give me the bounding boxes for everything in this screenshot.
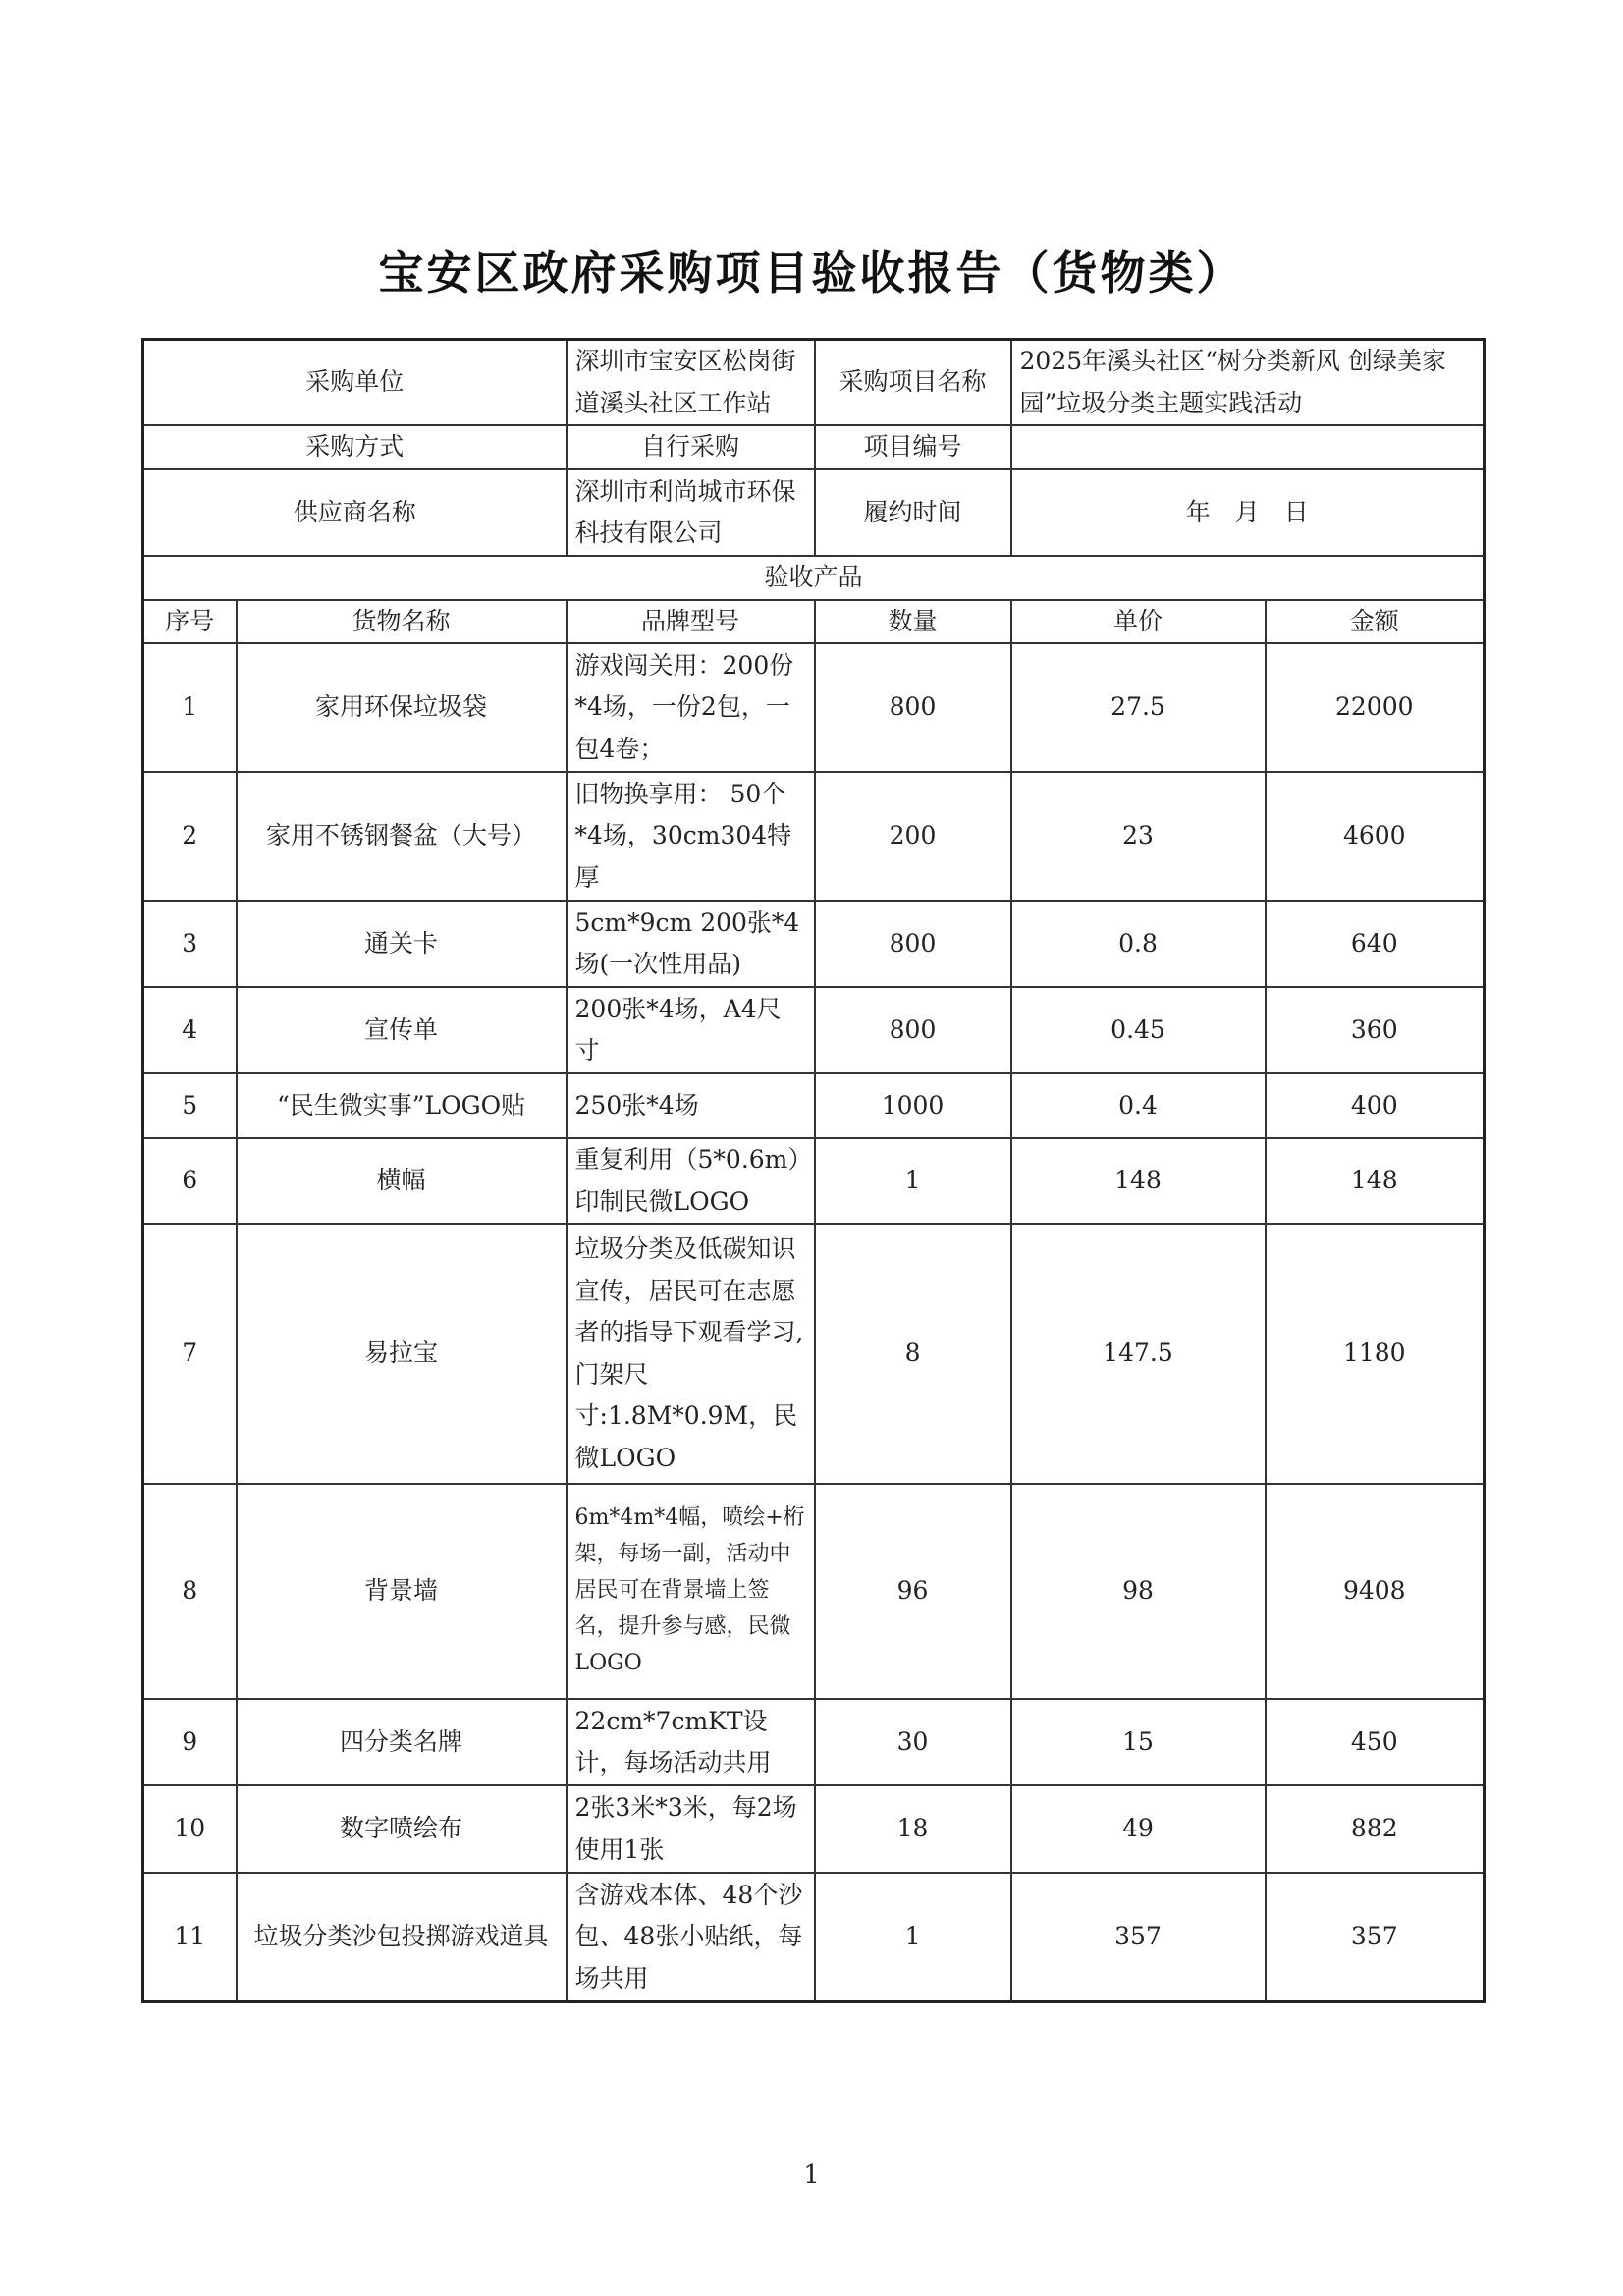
project-name-label: 采购项目名称 <box>815 340 1011 426</box>
item-qty: 200 <box>815 772 1011 901</box>
item-spec: 含游戏本体、48个沙包、48张小贴纸，每场共用 <box>567 1873 815 2001</box>
item-name: “民生微实事”LOGO贴 <box>237 1073 567 1138</box>
item-qty: 800 <box>815 901 1011 987</box>
page-title: 宝安区政府采购项目验收报告（货物类） <box>378 246 1245 300</box>
item-qty: 96 <box>815 1484 1011 1699</box>
col-header-no: 序号 <box>143 600 237 644</box>
item-qty: 30 <box>815 1699 1011 1785</box>
item-amount: 1180 <box>1266 1224 1485 1484</box>
item-price: 98 <box>1011 1484 1266 1699</box>
item-no: 9 <box>143 1699 237 1785</box>
item-price: 0.4 <box>1011 1073 1266 1138</box>
item-name: 横幅 <box>237 1138 567 1224</box>
table-row <box>143 1484 1485 1699</box>
item-no: 1 <box>143 643 237 772</box>
item-amount: 9408 <box>1266 1484 1485 1699</box>
acceptance-table <box>141 338 1486 2003</box>
item-no: 8 <box>143 1484 237 1699</box>
table-row <box>143 987 1485 1073</box>
item-amount: 400 <box>1266 1073 1485 1138</box>
table-row <box>143 1073 1485 1138</box>
period-value: 年 月 日 <box>1011 469 1485 556</box>
supplier-label: 供应商名称 <box>143 469 567 556</box>
item-name: 垃圾分类沙包投掷游戏道具 <box>237 1873 567 2001</box>
item-amount: 22000 <box>1266 643 1485 772</box>
item-spec: 250张*4场 <box>567 1073 815 1138</box>
item-no: 7 <box>143 1224 237 1484</box>
item-price: 357 <box>1011 1873 1266 2001</box>
period-label: 履约时间 <box>815 469 1011 556</box>
method-label: 采购方式 <box>143 425 567 469</box>
item-spec: 22cm*7cmKT设计，每场活动共用 <box>567 1699 815 1785</box>
item-amount: 148 <box>1266 1138 1485 1224</box>
table-row <box>143 1873 1485 2001</box>
method-value: 自行采购 <box>567 425 815 469</box>
item-amount: 882 <box>1266 1785 1485 1873</box>
item-spec: 旧物换享用： 50个*4场，30cm304特厚 <box>567 772 815 901</box>
item-spec: 重复利用（5*0.6m）印制民微LOGO <box>567 1138 815 1224</box>
method-row <box>143 425 1485 469</box>
item-name: 易拉宝 <box>237 1224 567 1484</box>
item-amount: 360 <box>1266 987 1485 1073</box>
item-name: 四分类名牌 <box>237 1699 567 1785</box>
item-price: 0.45 <box>1011 987 1266 1073</box>
item-name: 数字喷绘布 <box>237 1785 567 1873</box>
col-header-price: 单价 <box>1011 600 1266 644</box>
item-price: 15 <box>1011 1699 1266 1785</box>
table-row <box>143 1224 1485 1484</box>
section-title: 验收产品 <box>143 556 1485 600</box>
item-name: 家用不锈钢餐盆（大号） <box>237 772 567 901</box>
item-price: 23 <box>1011 772 1266 901</box>
col-header-amount: 金额 <box>1266 600 1485 644</box>
item-name: 通关卡 <box>237 901 567 987</box>
item-qty: 1000 <box>815 1073 1011 1138</box>
supplier-value: 深圳市利尚城市环保科技有限公司 <box>567 469 815 556</box>
item-price: 147.5 <box>1011 1224 1266 1484</box>
item-price: 49 <box>1011 1785 1266 1873</box>
item-qty: 18 <box>815 1785 1011 1873</box>
item-price: 148 <box>1011 1138 1266 1224</box>
item-no: 6 <box>143 1138 237 1224</box>
project-name-value: 2025年溪头社区“树分类新风 创绿美家园”垃圾分类主题实践活动 <box>1011 340 1485 426</box>
item-name: 背景墙 <box>237 1484 567 1699</box>
table-row <box>143 1785 1485 1873</box>
purchaser-label: 采购单位 <box>143 340 567 426</box>
item-no: 5 <box>143 1073 237 1138</box>
item-name: 家用环保垃圾袋 <box>237 643 567 772</box>
item-price: 27.5 <box>1011 643 1266 772</box>
item-price: 0.8 <box>1011 901 1266 987</box>
table-row <box>143 901 1485 987</box>
col-header-spec: 品牌型号 <box>567 600 815 644</box>
col-header-qty: 数量 <box>815 600 1011 644</box>
item-no: 4 <box>143 987 237 1073</box>
table-row <box>143 1699 1485 1785</box>
item-spec: 垃圾分类及低碳知识宣传，居民可在志愿者的指导下观看学习,门架尺寸:1.8M*0.9M，民微LOGO <box>567 1224 815 1484</box>
project-no-label: 项目编号 <box>815 425 1011 469</box>
supplier-row <box>143 469 1485 556</box>
purchaser-value: 深圳市宝安区松岗街道溪头社区工作站 <box>567 340 815 426</box>
item-spec: 200张*4场，A4尺寸 <box>567 987 815 1073</box>
item-amount: 4600 <box>1266 772 1485 901</box>
item-spec: 5cm*9cm 200张*4场(一次性用品) <box>567 901 815 987</box>
page-number: 1 <box>803 2160 820 2190</box>
col-header-name: 货物名称 <box>237 600 567 644</box>
item-spec: 游戏闯关用：200份*4场，一份2包，一包4卷； <box>567 643 815 772</box>
item-name: 宣传单 <box>237 987 567 1073</box>
purchaser-row <box>143 340 1485 426</box>
table-row <box>143 1138 1485 1224</box>
item-amount: 450 <box>1266 1699 1485 1785</box>
table-row <box>143 643 1485 772</box>
project-no-value <box>1011 425 1485 469</box>
item-no: 11 <box>143 1873 237 2001</box>
item-qty: 800 <box>815 987 1011 1073</box>
column-header-row <box>143 600 1485 644</box>
item-qty: 8 <box>815 1224 1011 1484</box>
item-no: 10 <box>143 1785 237 1873</box>
item-qty: 1 <box>815 1138 1011 1224</box>
item-amount: 357 <box>1266 1873 1485 2001</box>
item-spec: 6m*4m*4幅，喷绘+桁架，每场一副，活动中居民可在背景墙上签名，提升参与感，民微LOGO <box>567 1484 815 1699</box>
section-row <box>143 556 1485 600</box>
item-qty: 800 <box>815 643 1011 772</box>
item-no: 2 <box>143 772 237 901</box>
item-qty: 1 <box>815 1873 1011 2001</box>
table-row <box>143 772 1485 901</box>
item-amount: 640 <box>1266 901 1485 987</box>
item-spec: 2张3米*3米，每2场使用1张 <box>567 1785 815 1873</box>
item-no: 3 <box>143 901 237 987</box>
